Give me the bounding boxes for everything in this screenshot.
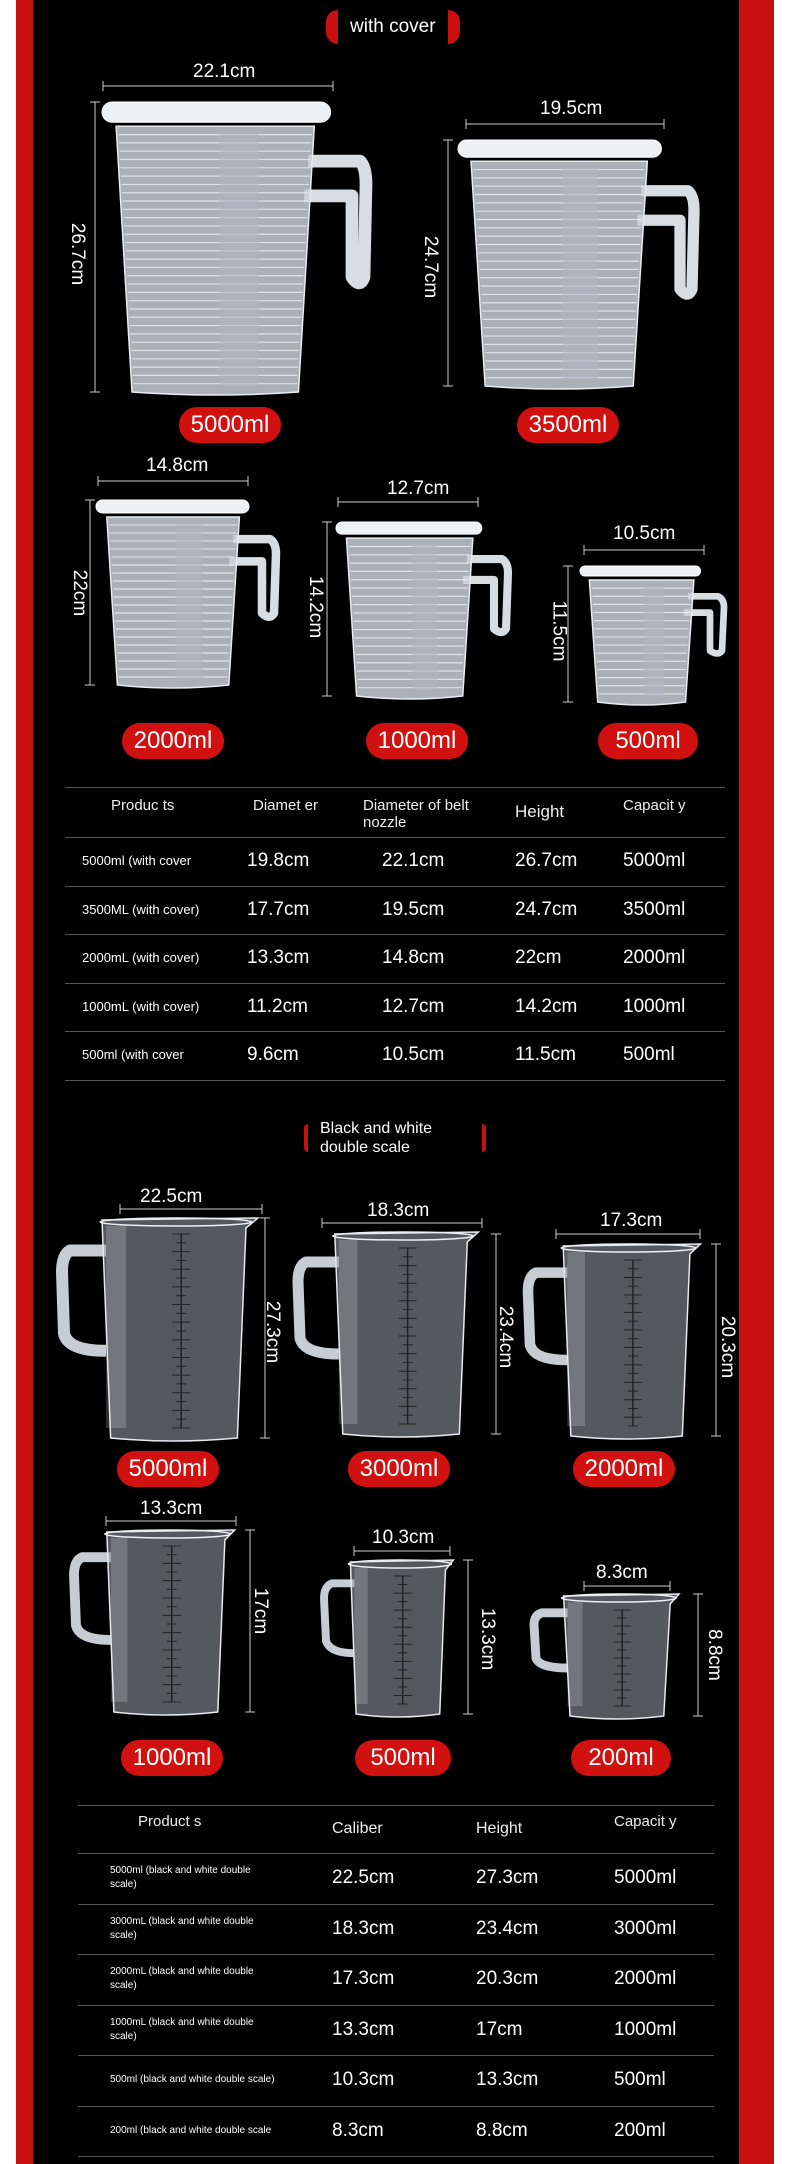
value-cell: 5000ml (623, 850, 686, 872)
t2-header-height: Height (476, 1820, 523, 1837)
product-name-cell: 3000mL (black and white double scale) (110, 1915, 254, 1941)
beaker-3000-handle (298, 1262, 339, 1354)
t2-header-products: Product s (138, 1813, 202, 1830)
beaker-500-handle (324, 1583, 354, 1653)
beaker1-capacity-badge: 5000ml (117, 1451, 219, 1487)
beaker4-capacity-badge: 1000ml (121, 1740, 223, 1776)
t1-header-products: Produc ts (111, 797, 175, 814)
jug3-width-label: 14.8cm (146, 455, 209, 476)
table-row (78, 1904, 714, 1956)
table-row (78, 1954, 714, 2006)
value-cell: 8.8cm (476, 2119, 528, 2141)
beaker6-capacity-badge: 200ml (571, 1740, 671, 1776)
value-cell: 11.2cm (247, 995, 308, 1017)
value-cell: 2000ml (623, 947, 686, 969)
value-cell: 14.2cm (515, 995, 578, 1017)
beaker-200-highlight (568, 1602, 583, 1706)
jug3-capacity-badge: 2000ml (122, 723, 224, 759)
beaker5-height-label: 13.3cm (477, 1607, 499, 1671)
jug2-width-label: 19.5cm (540, 98, 603, 119)
jug5-capacity-badge: 500ml (598, 723, 698, 759)
beaker-5000-handle (62, 1251, 106, 1351)
value-cell: 9.6cm (247, 1044, 299, 1066)
value-cell: 24.7cm (515, 898, 578, 920)
jug2-capacity-badge: 3500ml (517, 407, 619, 443)
section2-spec-table (78, 1805, 714, 2155)
section2-title-text: Black and white double scale (320, 1120, 433, 1156)
value-cell: 11.5cm (515, 1044, 576, 1066)
beaker-200-handle (534, 1613, 568, 1668)
value-cell: 2000ml (614, 1968, 677, 1990)
beaker-500-highlight (354, 1568, 367, 1704)
value-cell: 26.7cm (515, 850, 578, 872)
beaker5-capacity-badge: 500ml (355, 1740, 451, 1776)
beaker2-width-label: 18.3cm (367, 1200, 430, 1221)
section1-title-text: with cover (350, 16, 436, 37)
beaker-2000-handle (528, 1273, 567, 1360)
value-cell: 19.8cm (247, 850, 310, 872)
beaker6-width-label: 8.3cm (596, 1562, 648, 1583)
jug5-height-label: 11.5cm (548, 600, 570, 662)
beaker3-width-label: 17.3cm (600, 1210, 663, 1231)
beaker1-width-label: 22.5cm (140, 1186, 203, 1207)
beaker5-width-label: 10.3cm (372, 1527, 435, 1548)
beaker2-capacity-badge: 3000ml (348, 1451, 450, 1487)
beaker-5000-highlight (106, 1226, 126, 1428)
product-name-cell: 500ml (with cover (82, 1047, 184, 1063)
value-cell: 10.3cm (332, 2069, 395, 2091)
beaker-1000-highlight (111, 1538, 128, 1702)
beaker2-height-label: 23.4cm (495, 1305, 517, 1369)
t1-header-height: Height (515, 802, 565, 821)
value-cell: 500ml (623, 1044, 675, 1066)
product-name-cell: 3500ML (with cover) (82, 901, 200, 917)
product-name-cell: 500ml (black and white double scale) (110, 2074, 275, 2086)
value-cell: 10.5cm (382, 1044, 445, 1066)
table-row (78, 2055, 714, 2107)
value-cell: 22cm (515, 947, 562, 969)
table-row (78, 2005, 714, 2057)
value-cell: 22.5cm (332, 1867, 395, 1889)
value-cell: 13.3cm (476, 2069, 539, 2091)
value-cell: 1000ml (614, 2018, 677, 2040)
jug1-capacity-badge: 5000ml (179, 407, 281, 443)
beaker6-height-label: 8.8cm (703, 1629, 725, 1681)
jug4-height-label: 14.2cm (305, 575, 327, 639)
beaker-1000-handle (74, 1557, 111, 1640)
product-name-cell: 2000mL (black and white double scale) (110, 1966, 254, 1992)
table-row (78, 2106, 714, 2158)
t2-header-capacity: Capacit y (614, 1813, 677, 1830)
value-cell: 12.7cm (382, 995, 445, 1017)
product-name-cell: 200ml (black and white double scale (110, 2124, 272, 2136)
beaker-3000-highlight (339, 1240, 358, 1424)
jug1-width-label: 22.1cm (193, 61, 256, 82)
product-name-cell: 2000mL (with cover) (82, 950, 200, 966)
beaker-2000-highlight (567, 1252, 585, 1426)
beaker4-width-label: 13.3cm (140, 1498, 203, 1519)
value-cell: 3000ml (614, 1917, 677, 1939)
value-cell: 22.1cm (382, 850, 445, 872)
value-cell: 17.7cm (247, 898, 310, 920)
product-name-cell: 1000mL (with cover) (82, 998, 200, 1014)
table-row (78, 1853, 714, 1905)
jug1-height-label: 26.7cm (67, 222, 89, 286)
product-name-cell: 5000ml (black and white double scale) (110, 1865, 251, 1891)
value-cell: 200ml (614, 2119, 666, 2141)
value-cell: 13.3cm (332, 2018, 395, 2040)
value-cell: 14.8cm (382, 947, 445, 969)
value-cell: 5000ml (614, 1867, 677, 1889)
value-cell: 8.3cm (332, 2119, 384, 2141)
value-cell: 17.3cm (332, 1968, 395, 1990)
value-cell: 20.3cm (476, 1968, 539, 1990)
t2-header-caliber: Caliber (332, 1820, 383, 1837)
value-cell: 1000ml (623, 995, 686, 1017)
jug5-width-label: 10.5cm (613, 523, 676, 544)
t1-header-diameter: Diamet er (253, 797, 319, 814)
beaker4-height-label: 17cm (250, 1587, 272, 1635)
value-cell: 13.3cm (247, 947, 310, 969)
beaker3-capacity-badge: 2000ml (573, 1451, 675, 1487)
value-cell: 500ml (614, 2069, 666, 2091)
value-cell: 18.3cm (332, 1917, 395, 1939)
value-cell: 19.5cm (382, 898, 445, 920)
value-cell: 27.3cm (476, 1867, 539, 1889)
value-cell: 17cm (476, 2018, 523, 2040)
product-name-cell: 5000ml (with cover (82, 853, 192, 869)
beaker3-height-label: 20.3cm (717, 1315, 739, 1379)
value-cell: 3500ml (623, 898, 686, 920)
jug3-height-label: 22cm (69, 569, 91, 617)
jug4-width-label: 12.7cm (387, 478, 450, 499)
value-cell: 23.4cm (476, 1917, 539, 1939)
beaker1-height-label: 27.3cm (262, 1300, 284, 1364)
t1-header-capacity: Capacit y (623, 797, 686, 814)
table2-header-row (78, 1805, 714, 1854)
jug2-height-label: 24.7cm (420, 235, 442, 299)
jug4-capacity-badge: 1000ml (366, 723, 468, 759)
t1-header-nozzle: Diameter of belt nozzle (363, 797, 469, 831)
product-name-cell: 1000mL (black and white double scale) (110, 2016, 254, 2042)
